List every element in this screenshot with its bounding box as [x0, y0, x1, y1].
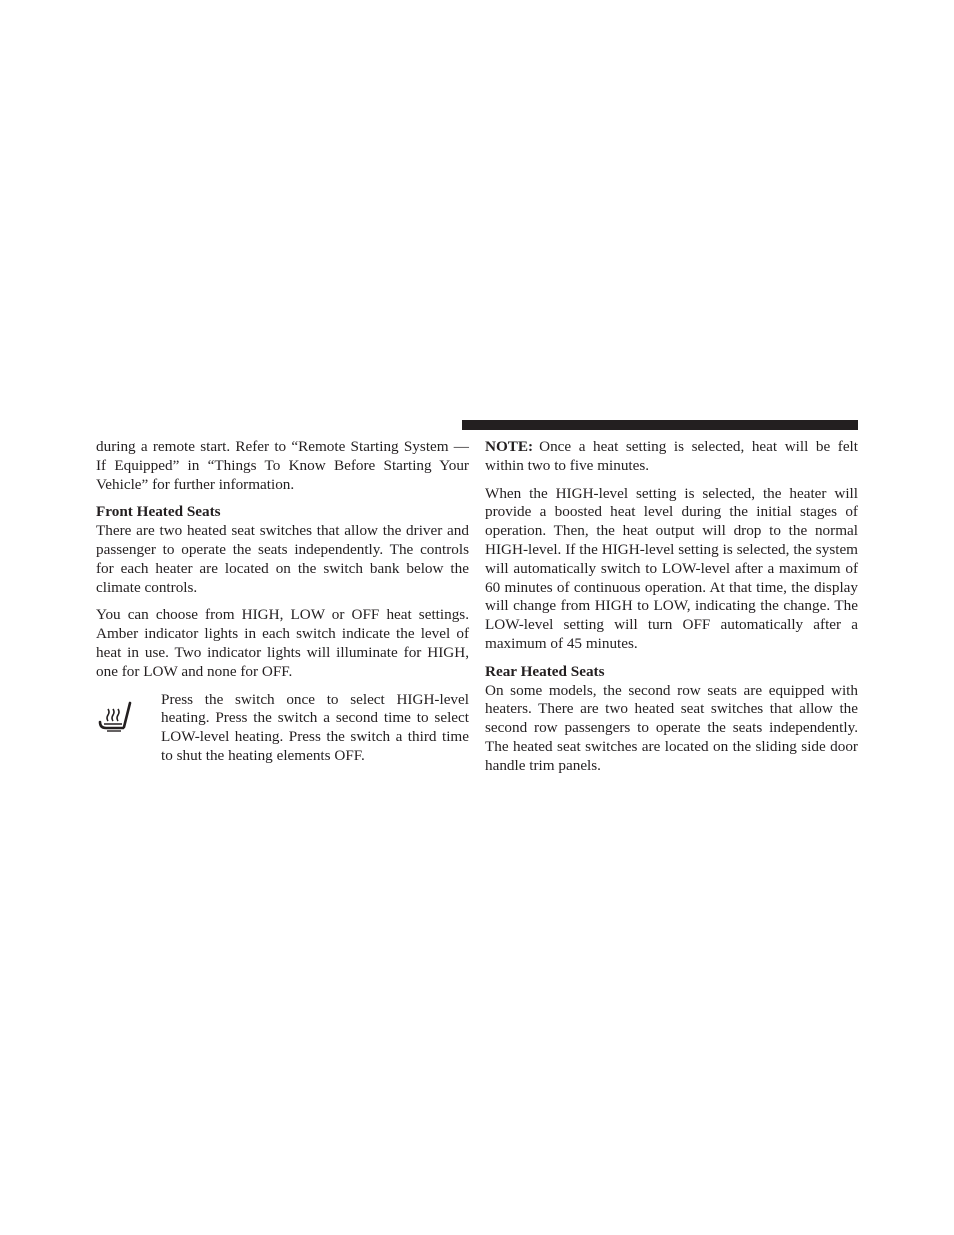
left-column	[96, 438, 469, 766]
note-paragraph	[485, 438, 858, 476]
switch-instruction-block	[96, 691, 469, 766]
intro-paragraph: during a remote start. Refer to “Remote Starting System — If Equipped” in “Things To Know Before Starting Your Vehicle” for further information.	[96, 438, 469, 493]
rear-heated-seats-heading: Rear Heated Seats	[485, 662, 605, 680]
note-label: NOTE:	[485, 438, 534, 455]
rear-heated-seats-paragraph: On some models, the second row seats are equipped with heaters. There are two heated seat switches that allow the second row passengers to operate the seats independently. The heated seat switches are located on the sliding side door handle trim panels.	[485, 681, 858, 774]
heat-settings-paragraph: You can choose from HIGH, LOW or OFF heat settings. Amber indicator lights in each switch indicate the level of heat in use. Two indicator lights will illuminate for HIGH, one for LOW and none for OFF.	[96, 606, 469, 680]
note-text: Once a heat setting is selected, heat will be felt within two to five minutes.	[485, 438, 858, 474]
front-heated-seats-paragraph: There are two heated seat switches that allow the driver and passenger to operate the seats independently. The controls for each heater are located on the switch bank below the climate controls.	[96, 522, 469, 596]
heated-seat-icon	[96, 691, 161, 743]
section-header-bar	[462, 420, 858, 430]
switch-instruction-text: Press the switch once to select HIGH-level heating. Press the switch a second time to select LOW-level heating. Press the switch a third time to shut the heating elements OFF.	[161, 690, 469, 764]
high-level-paragraph: When the HIGH-level setting is selected, the heater will provide a boosted heat level during the initial stages of operation. Then, the heat output will drop to the normal HIGH-level. If the HIGH-level setting is selected, the system will automatically switch to LOW-level after a maximum of 60 minutes of continuous operation. At that time, the display will change from HIGH to LOW, indicating the change. The LOW-level setting will turn OFF automatically after a maximum of 45 minutes.	[485, 484, 858, 652]
right-column	[485, 438, 858, 785]
front-heated-seats-heading: Front Heated Seats	[96, 503, 221, 521]
